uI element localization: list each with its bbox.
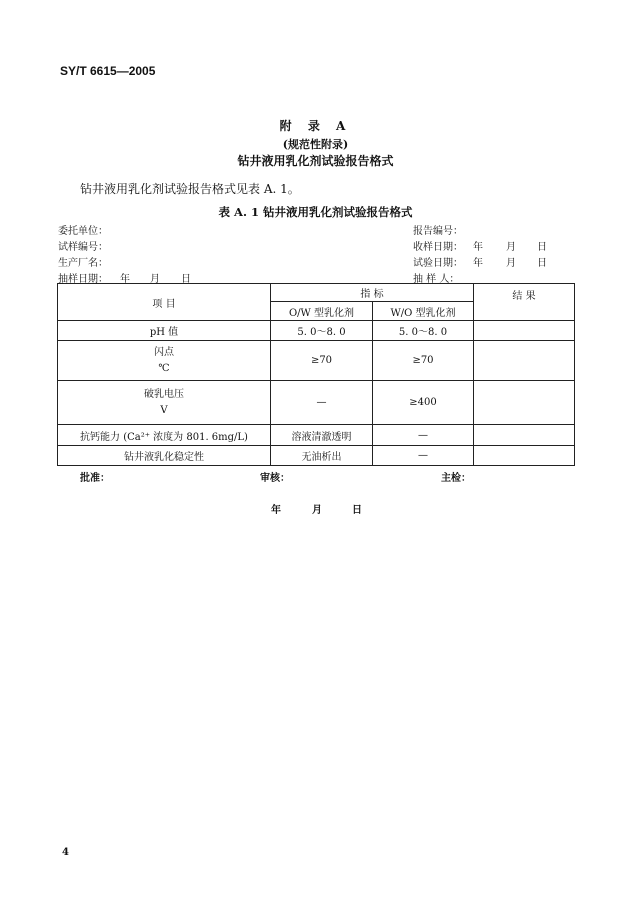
row-ow: 无油析出 <box>271 446 373 466</box>
row-item-name: 破乳电压 <box>144 388 184 400</box>
report-no-label: 报告编号： <box>413 226 463 237</box>
appendix-title: 钻井液用乳化剂试验报告格式 <box>237 154 394 168</box>
row-ow: 5. 0～8. 0 <box>271 321 373 341</box>
received-day: 日 <box>537 242 547 253</box>
sampler-label: 抽 样 人： <box>413 274 460 285</box>
table-row <box>58 446 575 466</box>
row-item <box>58 381 271 425</box>
row-item <box>58 341 271 381</box>
signoff-day: 日 <box>352 505 362 516</box>
table-row <box>58 321 575 341</box>
report-table <box>57 283 575 466</box>
appendix-type: (规范性附录) <box>282 138 349 151</box>
row-item: pH 值 <box>58 321 271 341</box>
test-date-label: 试验日期： <box>413 258 463 269</box>
table-row <box>58 341 575 381</box>
row-result <box>474 381 575 425</box>
row-wo: ≥70 <box>373 341 474 381</box>
table-row <box>58 381 575 425</box>
manufacturer-label: 生产厂名： <box>58 258 108 269</box>
inspector-label: 主检： <box>441 473 471 484</box>
header-index: 指 标 <box>271 284 474 302</box>
row-item: 钻井液乳化稳定性 <box>58 446 271 466</box>
sampling-day: 日 <box>181 274 191 285</box>
received-month: 月 <box>506 242 516 253</box>
appendix-label: 附 录 A <box>279 119 352 133</box>
page-number: 4 <box>62 847 69 858</box>
header-ow: O/W 型乳化剂 <box>271 302 373 321</box>
signoff-year: 年 <box>271 505 281 516</box>
row-wo: 5. 0～8. 0 <box>373 321 474 341</box>
signoff-month: 月 <box>312 505 322 516</box>
row-wo: ≥400 <box>373 381 474 425</box>
intro-text: 钻井液用乳化剂试验报告格式见表 A. 1。 <box>80 182 300 196</box>
header-item: 项 目 <box>58 284 271 321</box>
row-ow: ≥70 <box>271 341 373 381</box>
header-wo: W/O 型乳化剂 <box>373 302 474 321</box>
row-item-unit: ℃ <box>158 362 170 374</box>
review-label: 审核： <box>260 473 290 484</box>
received-date-label: 收样日期： <box>413 242 463 253</box>
table-header-row <box>58 284 575 302</box>
sampling-year: 年 <box>120 274 130 285</box>
row-result <box>474 446 575 466</box>
test-month: 月 <box>506 258 516 269</box>
row-item-name: 闪点 <box>154 346 174 358</box>
client-unit-label: 委托单位： <box>58 226 108 237</box>
standard-code: SY/T 6615—2005 <box>60 64 156 78</box>
row-wo: — <box>373 446 474 466</box>
row-item: 抗钙能力 (Ca²⁺ 浓度为 801. 6mg/L) <box>58 425 271 446</box>
received-year: 年 <box>473 242 483 253</box>
sampling-month: 月 <box>150 274 160 285</box>
row-ow: 溶液清澈透明 <box>271 425 373 446</box>
row-item-unit: V <box>160 404 168 416</box>
table-caption: 表 A. 1 钻井液用乳化剂试验报告格式 <box>218 205 413 219</box>
header-result: 结 果 <box>474 284 575 321</box>
test-day: 日 <box>537 258 547 269</box>
row-result <box>474 341 575 381</box>
row-wo: — <box>373 425 474 446</box>
row-result <box>474 321 575 341</box>
sampling-date-label: 抽样日期： <box>58 274 108 285</box>
row-result <box>474 425 575 446</box>
sample-no-label: 试样编号： <box>58 242 108 253</box>
table-row <box>58 425 575 446</box>
approve-label: 批准： <box>80 473 110 484</box>
row-ow: — <box>271 381 373 425</box>
test-year: 年 <box>473 258 483 269</box>
